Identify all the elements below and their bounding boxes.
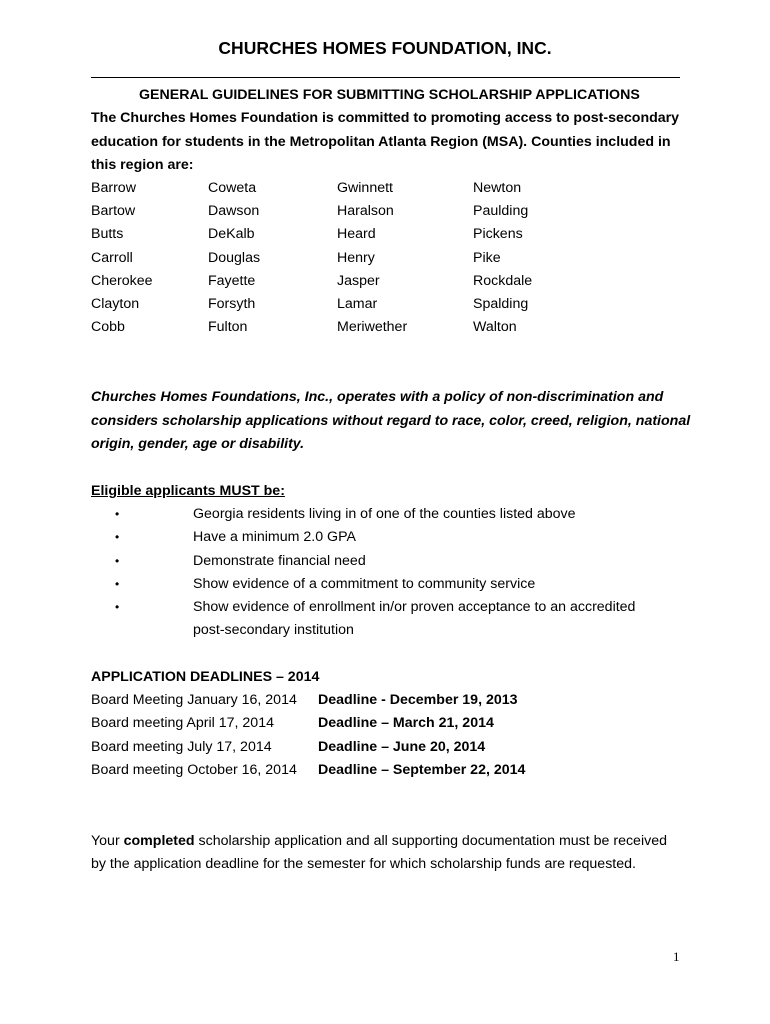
intro-line: this region are: (91, 157, 194, 173)
deadline-date: Deadline - December 19, 2013 (318, 692, 518, 708)
bullet-icon: • (115, 554, 120, 568)
board-meeting-date: Board meeting July 17, 2014 (91, 739, 272, 755)
county-name: DeKalb (208, 226, 255, 242)
document-title: CHURCHES HOMES FOUNDATION, INC. (218, 38, 552, 58)
county-name: Forsyth (208, 296, 256, 312)
county-name: Lamar (337, 296, 378, 312)
intro-line: The Churches Homes Foundation is committed to promoting access to post-secondary (91, 110, 680, 126)
policy-line: origin, gender, age or disability. (91, 436, 305, 452)
policy-line: Churches Homes Foundations, Inc., operates with a policy of non-discrimination and (91, 389, 664, 405)
closing-line: by the application deadline for the semester for which scholarship funds are requested. (91, 856, 636, 872)
county-name: Gwinnett (337, 180, 393, 196)
county-name: Douglas (208, 250, 261, 266)
county-name: Henry (337, 250, 375, 266)
bullet-icon: • (115, 530, 120, 544)
county-name: Walton (473, 319, 517, 335)
completed-emphasis: completed (123, 833, 195, 849)
intro-line: education for students in the Metropolitan Atlanta Region (MSA). Counties included in (91, 134, 671, 150)
eligibility-item: Georgia residents living in of one of the counties listed above (193, 506, 576, 522)
page-number: 1 (673, 949, 680, 964)
eligibility-item: Have a minimum 2.0 GPA (193, 529, 356, 545)
board-meeting-date: Board meeting April 17, 2014 (91, 715, 274, 731)
county-name: Cherokee (91, 273, 153, 289)
closing-text: scholarship application and all supporting documentation must be received (194, 833, 667, 849)
deadlines-heading: APPLICATION DEADLINES – 2014 (91, 669, 320, 685)
county-name: Barrow (91, 180, 136, 196)
deadline-date: Deadline – September 22, 2014 (318, 762, 526, 778)
title-divider (91, 77, 680, 78)
board-meeting-date: Board Meeting January 16, 2014 (91, 692, 297, 708)
county-name: Coweta (208, 180, 257, 196)
county-name: Fayette (208, 273, 256, 289)
county-name: Paulding (473, 203, 529, 219)
county-name: Rockdale (473, 273, 533, 289)
county-name: Haralson (337, 203, 394, 219)
eligibility-item: Demonstrate financial need (193, 553, 366, 569)
county-name: Clayton (91, 296, 140, 312)
county-name: Butts (91, 226, 124, 242)
bullet-icon: • (115, 577, 120, 591)
county-name: Newton (473, 180, 522, 196)
county-name: Pickens (473, 226, 523, 242)
guidelines-heading: GENERAL GUIDELINES FOR SUBMITTING SCHOLARSHIP APPLICATIONS (139, 87, 640, 103)
county-name: Spalding (473, 296, 529, 312)
closing-text: Your (91, 833, 124, 849)
bullet-icon: • (115, 507, 120, 521)
county-name: Meriwether (337, 319, 408, 335)
eligibility-item: Show evidence of a commitment to community service (193, 576, 536, 592)
county-name: Pike (473, 250, 501, 266)
county-name: Bartow (91, 203, 136, 219)
policy-line: considers scholarship applications without regard to race, color, creed, religion, national (91, 413, 691, 429)
board-meeting-date: Board meeting October 16, 2014 (91, 762, 297, 778)
county-name: Jasper (337, 273, 380, 289)
county-name: Fulton (208, 319, 248, 335)
deadline-date: Deadline – June 20, 2014 (318, 739, 486, 755)
county-name: Dawson (208, 203, 260, 219)
county-name: Cobb (91, 319, 125, 335)
county-name: Carroll (91, 250, 133, 266)
county-name: Heard (337, 226, 376, 242)
deadline-date: Deadline – March 21, 2014 (318, 715, 494, 731)
bullet-icon: • (115, 600, 120, 614)
closing-line (91, 832, 667, 850)
eligibility-heading: Eligible applicants MUST be: (91, 483, 285, 499)
eligibility-item-continuation: post-secondary institution (193, 622, 354, 638)
eligibility-item: Show evidence of enrollment in/or proven acceptance to an accredited (193, 599, 636, 615)
